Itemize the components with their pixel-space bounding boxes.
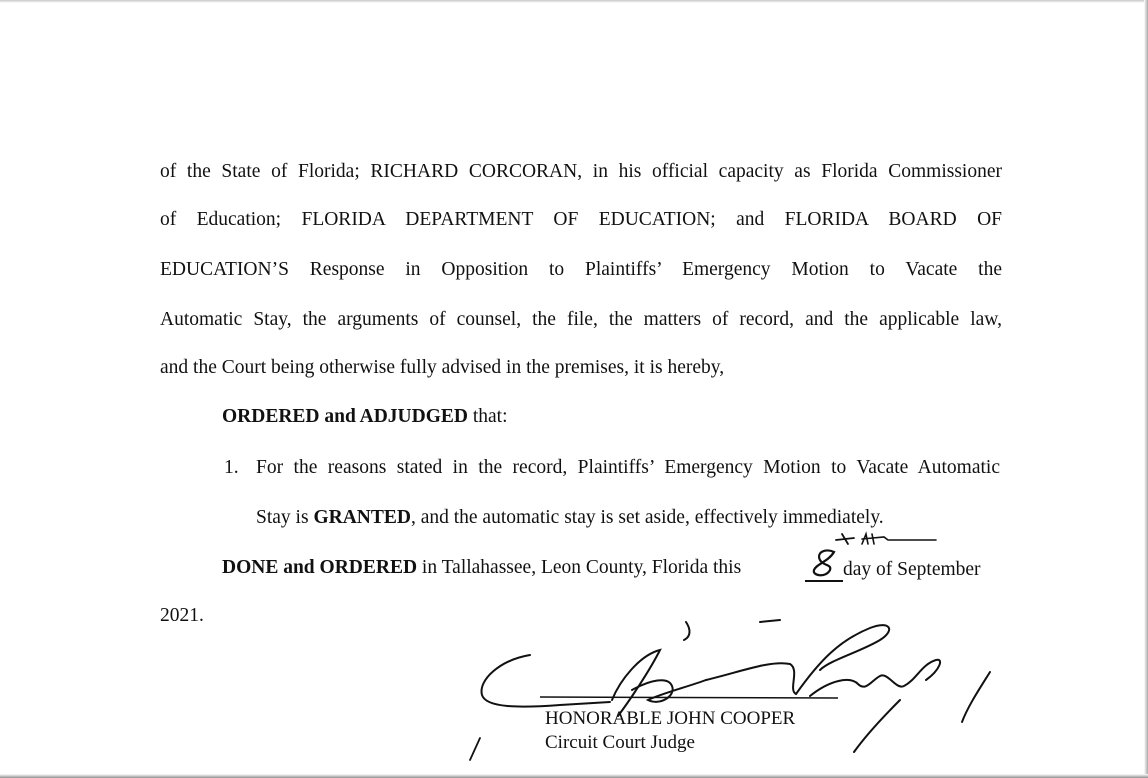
ordered-adjudged-rest: that:: [467, 406, 508, 427]
item-1-line-2-pre: Stay is: [256, 507, 314, 528]
page-edge-right: [1144, 0, 1148, 778]
body-line-2: of Education; FLORIDA DEPARTMENT OF EDUCATION; and FLORIDA BOARD OF: [160, 209, 1002, 230]
judge-name: HONORABLE JOHN COOPER: [545, 708, 796, 729]
order-year: 2021.: [160, 605, 204, 626]
item-1-line-2-post: , and the automatic stay is set aside, effectively immediately.: [410, 507, 884, 528]
page-edge-top: [0, 0, 1148, 3]
item-1-number: 1.: [224, 457, 239, 478]
done-ordered-bold: DONE and ORDERED: [222, 557, 418, 578]
body-line-4: Automatic Stay, the arguments of counsel, the file, the matters of record, and the applicable law,: [160, 309, 1002, 330]
item-1-line-2: [256, 506, 884, 530]
ordered-adjudged-bold: ORDERED and ADJUDGED: [222, 406, 468, 427]
body-line-5: and the Court being otherwise fully advised in the premises, it is hereby,: [160, 357, 725, 378]
body-line-1: of the State of Florida; RICHARD CORCORAN, in his official capacity as Florida Commissioner: [160, 161, 1002, 182]
ordered-adjudged-line: [222, 405, 508, 429]
judge-title: Circuit Court Judge: [545, 732, 695, 753]
handwritten-day-8th: [806, 530, 946, 590]
done-ordered-line-part-1: [222, 556, 741, 580]
page-edge-bottom: [0, 774, 1148, 778]
done-ordered-line-part-2: day of September: [843, 559, 981, 580]
body-line-3: EDUCATION’S Response in Opposition to Plaintiffs’ Emergency Motion to Vacate the: [160, 259, 1002, 280]
granted-bold: GRANTED: [313, 507, 411, 528]
item-1-line-1: For the reasons stated in the record, Plaintiffs’ Emergency Motion to Vacate Automatic: [256, 457, 1000, 478]
done-ordered-text: in Tallahassee, Leon County, Florida this: [417, 557, 742, 578]
